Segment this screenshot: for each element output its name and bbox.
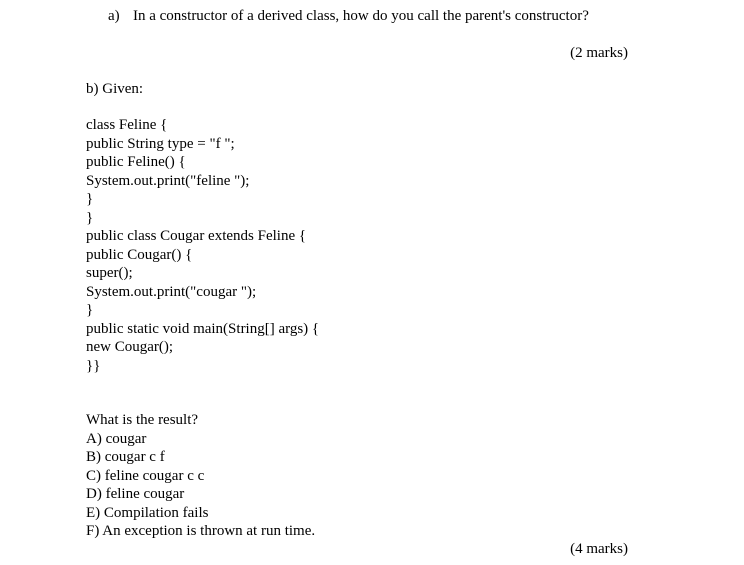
code-line: } bbox=[86, 191, 94, 207]
answer-option: A) cougar bbox=[86, 430, 147, 447]
answer-option: D) feline cougar bbox=[86, 486, 185, 502]
code-line: public String type = "f "; bbox=[86, 135, 235, 152]
code-line: } bbox=[86, 302, 94, 318]
answer-option: E) Compilation fails bbox=[86, 504, 209, 521]
answer-option: C) feline cougar c c bbox=[86, 467, 205, 484]
answer-option: F) An exception is thrown at run time. bbox=[86, 523, 316, 539]
code-line: class Feline { bbox=[86, 117, 168, 133]
code-line: } bbox=[86, 209, 94, 226]
code-line: public class Cougar extends Feline { bbox=[86, 228, 307, 244]
code-line: public Feline() { bbox=[86, 154, 186, 170]
question-b-heading: b) Given: bbox=[86, 81, 144, 97]
code-line: System.out.print("feline "); bbox=[86, 172, 250, 189]
code-line: public Cougar() { bbox=[86, 246, 193, 263]
code-line: }} bbox=[86, 357, 101, 374]
question-a-label: a) bbox=[108, 8, 120, 24]
code-line: public static void main(String[] args) { bbox=[86, 320, 320, 337]
code-line: new Cougar(); bbox=[86, 339, 174, 355]
question-a-marks: (2 marks) bbox=[570, 45, 628, 61]
question-b-prompt: What is the result? bbox=[86, 412, 199, 428]
question-b-marks: (4 marks) bbox=[570, 541, 628, 557]
code-line: System.out.print("cougar "); bbox=[86, 283, 257, 300]
question-a-text: In a constructor of a derived class, how do you call the parent's constructor? bbox=[133, 8, 589, 24]
answer-option: B) cougar c f bbox=[86, 449, 165, 465]
code-line: super(); bbox=[86, 265, 133, 281]
